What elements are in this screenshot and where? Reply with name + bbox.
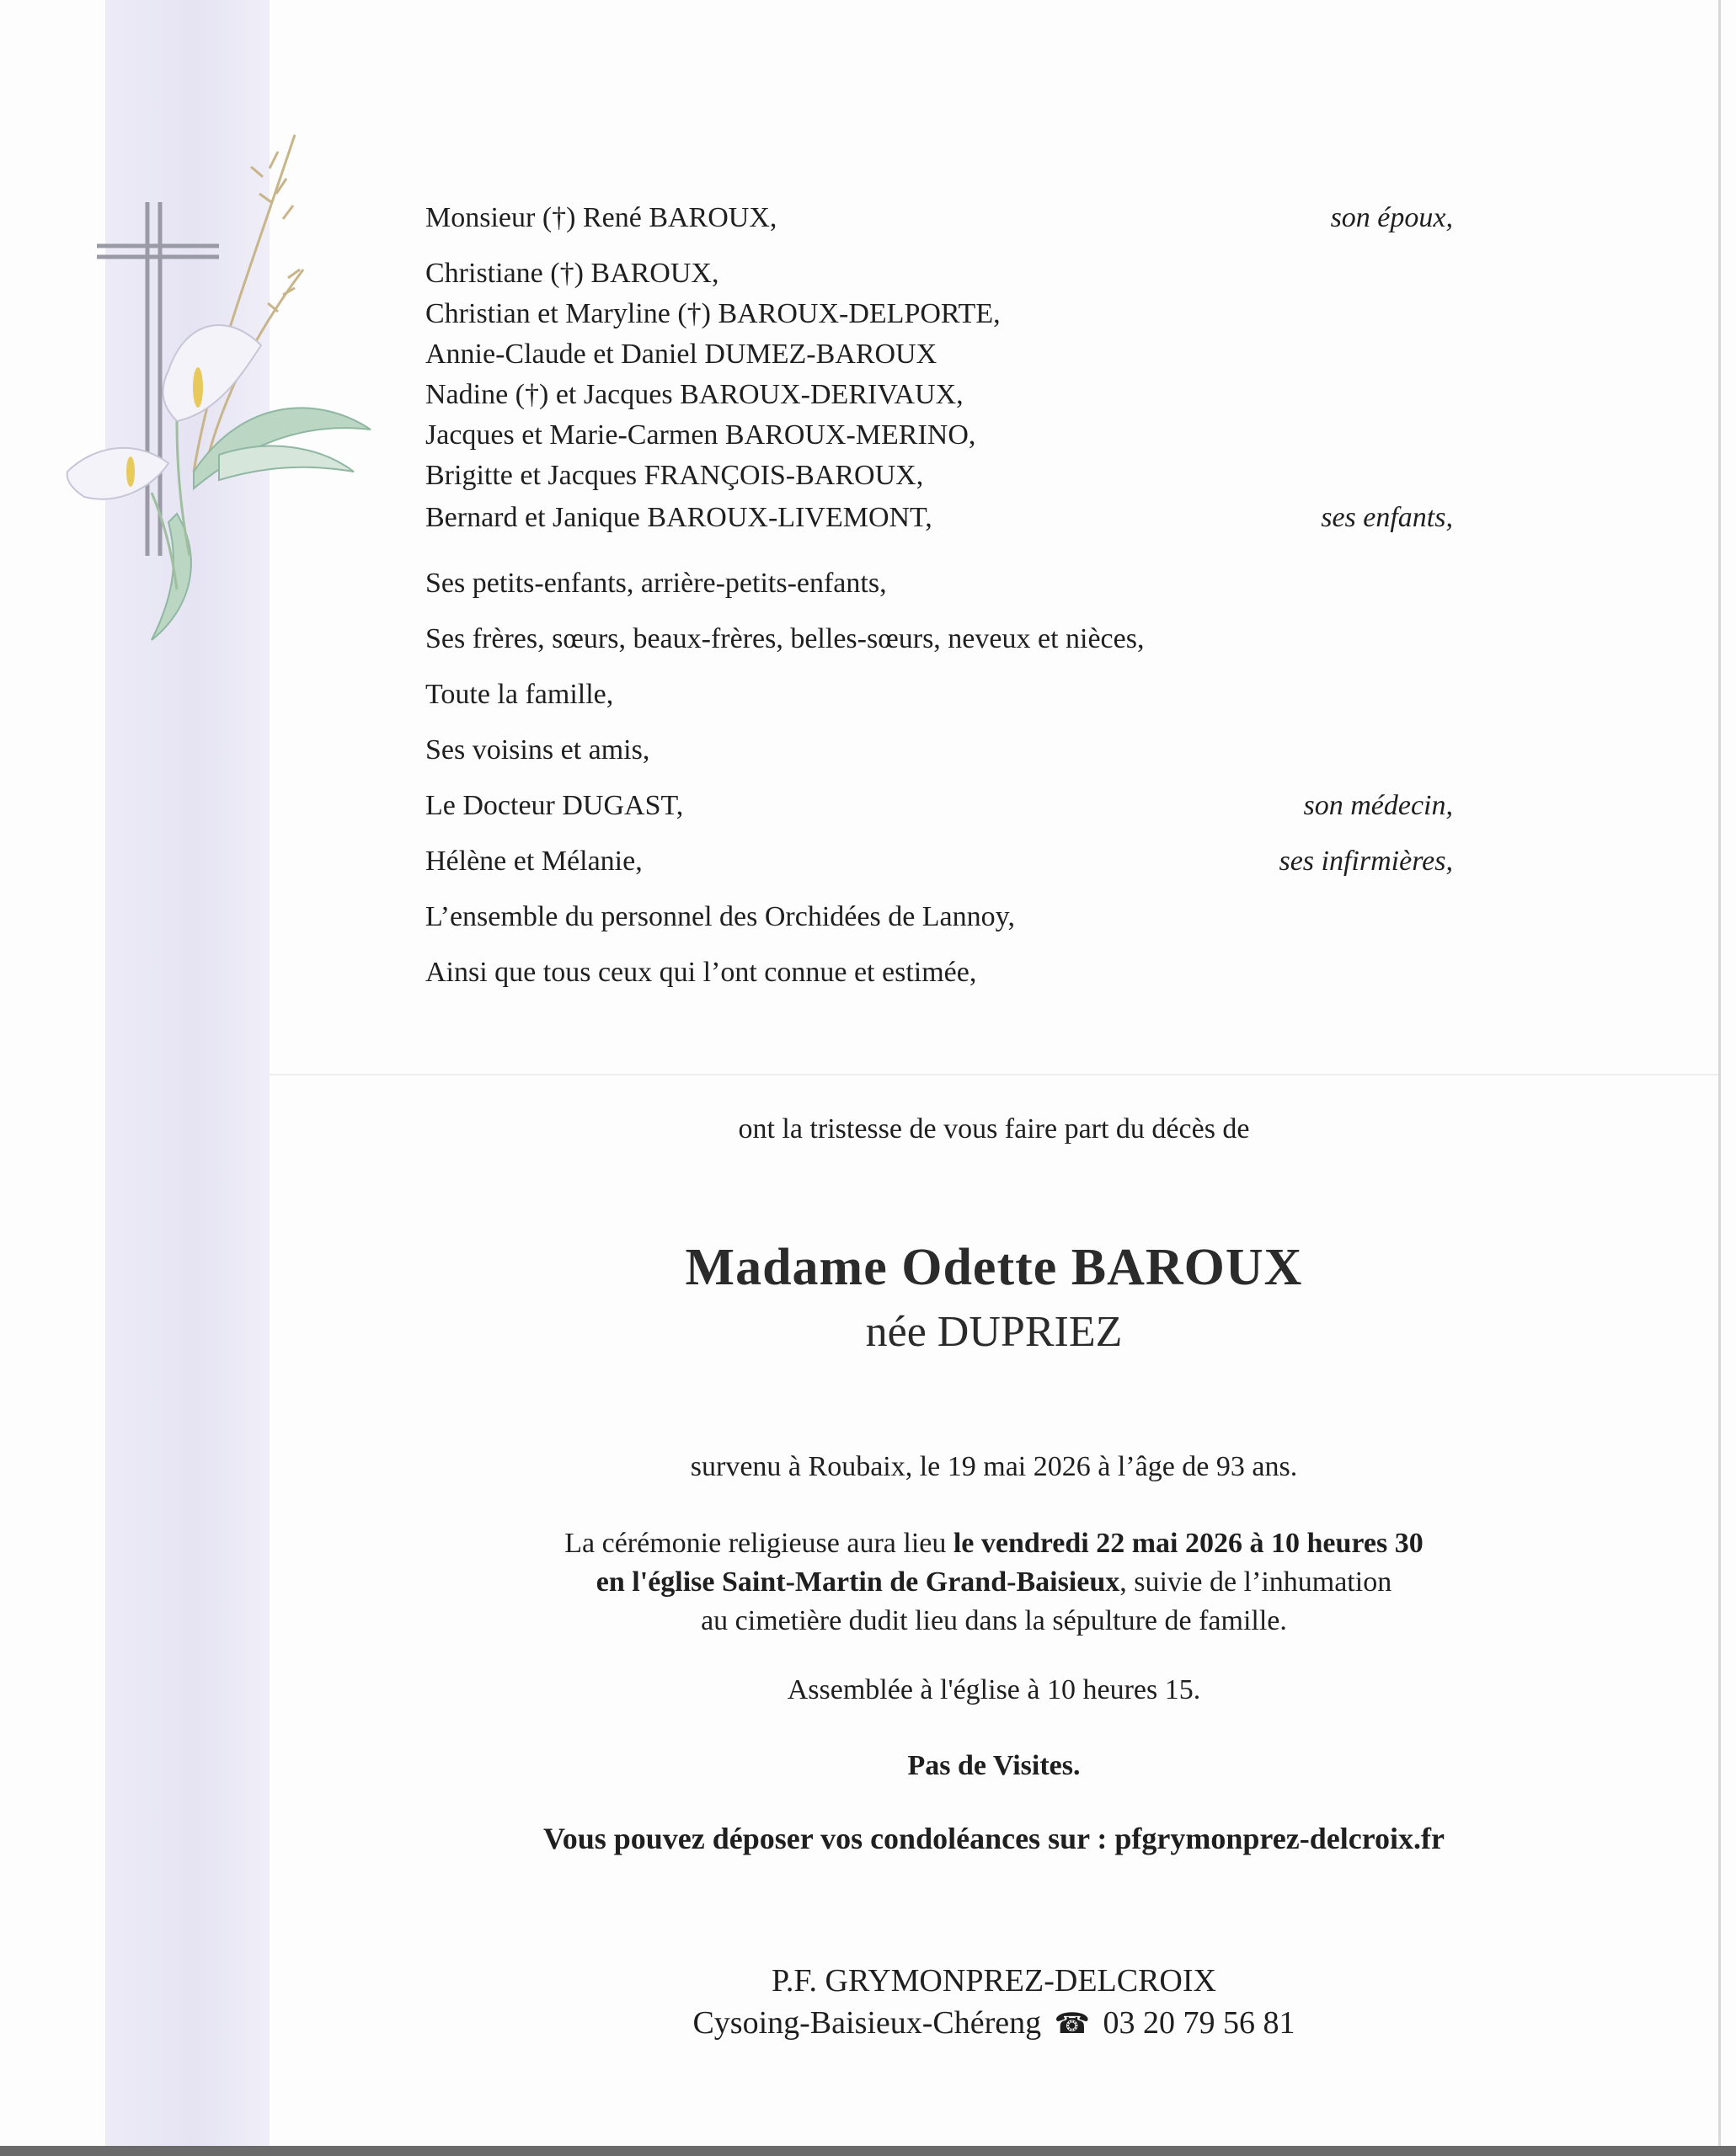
family-member-name: Christiane (†) BAROUX, xyxy=(425,258,719,289)
page-edge xyxy=(1718,0,1721,2156)
assembly-time: Assemblée à l'église à 10 heures 15. xyxy=(787,1674,1201,1705)
ceremony-line-3: au cimetière dudit lieu dans la sépulture de famille. xyxy=(701,1605,1287,1636)
family-member-name: Ainsi que tous ceux qui l’ont connue et estimée, xyxy=(425,957,977,988)
family-member-name: Bernard et Janique BAROUX-LIVEMONT, xyxy=(425,502,932,533)
family-relation: son médecin, xyxy=(1303,790,1453,821)
family-relation: ses infirmières, xyxy=(1279,846,1453,877)
funeral-home-phone: 03 20 79 56 81 xyxy=(1103,2005,1295,2041)
birth-name: née DUPRIEZ xyxy=(865,1308,1123,1356)
family-member-name: Ses voisins et amis, xyxy=(425,734,650,766)
telephone-icon: ☎ xyxy=(1054,2009,1091,2040)
cross-and-lilies-illustration xyxy=(51,118,387,657)
family-member-name: Monsieur (†) René BAROUX, xyxy=(425,202,777,233)
ceremony-details xyxy=(270,1524,1718,1641)
funeral-home-contact xyxy=(270,2004,1718,2041)
family-member-name: Annie-Claude et Daniel DUMEZ-BAROUX xyxy=(425,339,937,370)
no-visits-notice: Pas de Visites. xyxy=(907,1750,1081,1781)
family-relation: son époux, xyxy=(1330,202,1453,233)
family-member-name: Hélène et Mélanie, xyxy=(425,846,643,877)
family-member-name: Jacques et Marie-Carmen BAROUX-MERINO, xyxy=(425,419,976,451)
family-member-name: Ses frères, sœurs, beaux-frères, belles-sœurs, neveux et nièces, xyxy=(425,623,1145,654)
condolences-notice: Vous pouvez déposer vos condoléances sur : pfgrymonprez-delcroix.fr xyxy=(543,1822,1445,1855)
family-member-name: Christian et Maryline (†) BAROUX-DELPORTE, xyxy=(425,298,1001,329)
funeral-home-name: P.F. GRYMONPREZ-DELCROIX xyxy=(772,1963,1216,1999)
ceremony-line-1: La cérémonie religieuse aura lieu le vendredi 22 mai 2026 à 10 heures 30 xyxy=(564,1528,1424,1559)
scan-edge xyxy=(0,2146,1736,2156)
ceremony-line-2: en l'église Saint-Martin de Grand-Baisieux, suivie de l’inhumation xyxy=(596,1566,1392,1598)
deceased-name: Madame Odette BAROUX xyxy=(685,1239,1303,1296)
family-member-name: L’ensemble du personnel des Orchidées de Lannoy, xyxy=(425,901,1015,932)
fold-line xyxy=(270,1074,1718,1075)
funeral-home-locations: Cysoing-Baisieux-Chéreng xyxy=(692,2005,1042,2041)
family-member-name: Ses petits-enfants, arrière-petits-enfants, xyxy=(425,568,887,599)
family-member-name: Le Docteur DUGAST, xyxy=(425,790,684,821)
death-info: survenu à Roubaix, le 19 mai 2026 à l’âge de 93 ans. xyxy=(690,1451,1298,1482)
family-member-name: Brigitte et Jacques FRANÇOIS-BAROUX, xyxy=(425,460,924,491)
family-member-name: Toute la famille, xyxy=(425,679,614,710)
family-relation: ses enfants, xyxy=(1321,502,1453,533)
family-member-name: Nadine (†) et Jacques BAROUX-DERIVAUX, xyxy=(425,379,964,410)
announcement-intro: ont la tristesse de vous faire part du décès de xyxy=(738,1113,1250,1145)
